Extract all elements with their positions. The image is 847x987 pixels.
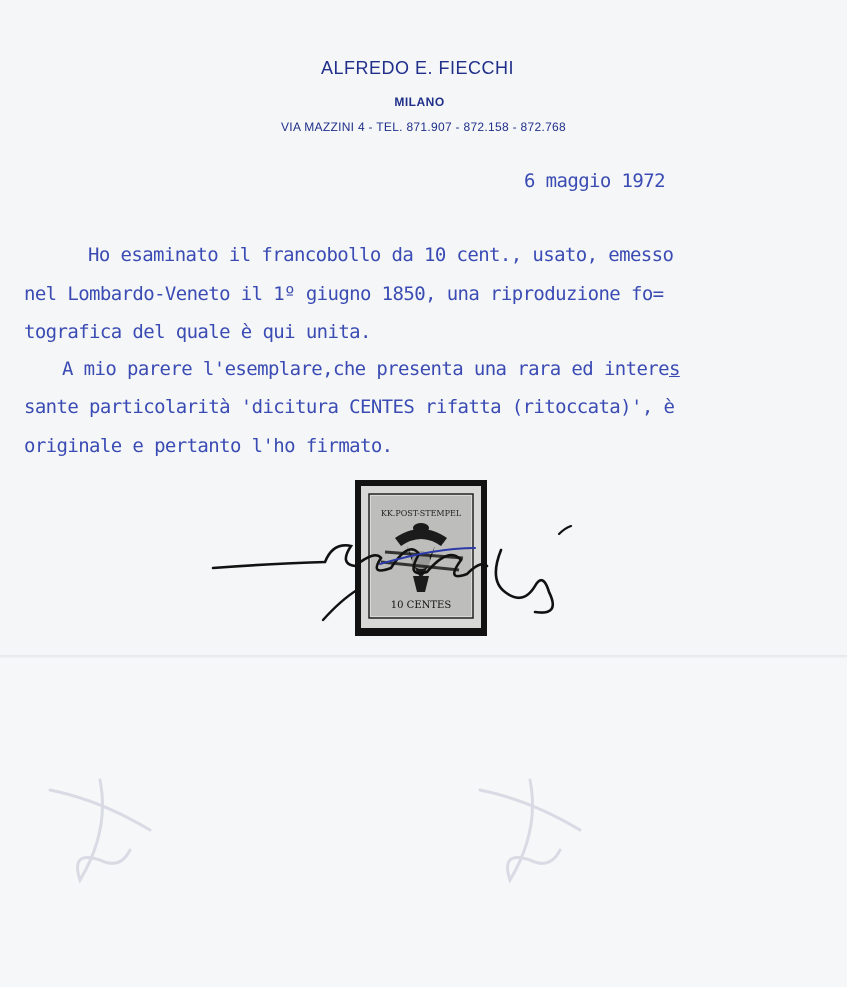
body-line-4-text: A mio parere l'esemplare,che presenta una rara ed intere — [62, 358, 669, 380]
body-line-1: Ho esaminato il francobollo da 10 cent., usato, emesso — [88, 244, 674, 266]
letterhead-address: VIA MAZZINI 4 - TEL. 871.907 - 872.158 - 872.768 — [281, 120, 566, 134]
show-through-mark-left — [40, 760, 200, 900]
body-line-6: originale e pertanto l'ho firmato. — [24, 435, 393, 457]
letterhead-city: MILANO — [394, 95, 445, 109]
show-through-mark-right — [470, 760, 630, 900]
stamp-top-text: KK.POST-STEMPEL — [380, 509, 462, 518]
body-line-2: nel Lombardo-Veneto il 1º giugno 1850, una riproduzione fo= — [24, 283, 664, 305]
stamp-value-text: 10 CENTES — [390, 600, 452, 611]
body-line-3: tografica del quale è qui unita. — [24, 321, 371, 343]
body-line-5: sante particolarità 'dicitura CENTES rifatta (ritoccata)', è — [24, 396, 675, 418]
handwritten-signature — [205, 520, 585, 630]
letter-date: 6 maggio 1972 — [524, 170, 665, 192]
body-line-4 — [62, 358, 680, 380]
letterhead-name: ALFREDO E. FIECCHI — [320, 58, 515, 78]
body-line-4-underlined: s — [668, 358, 680, 380]
